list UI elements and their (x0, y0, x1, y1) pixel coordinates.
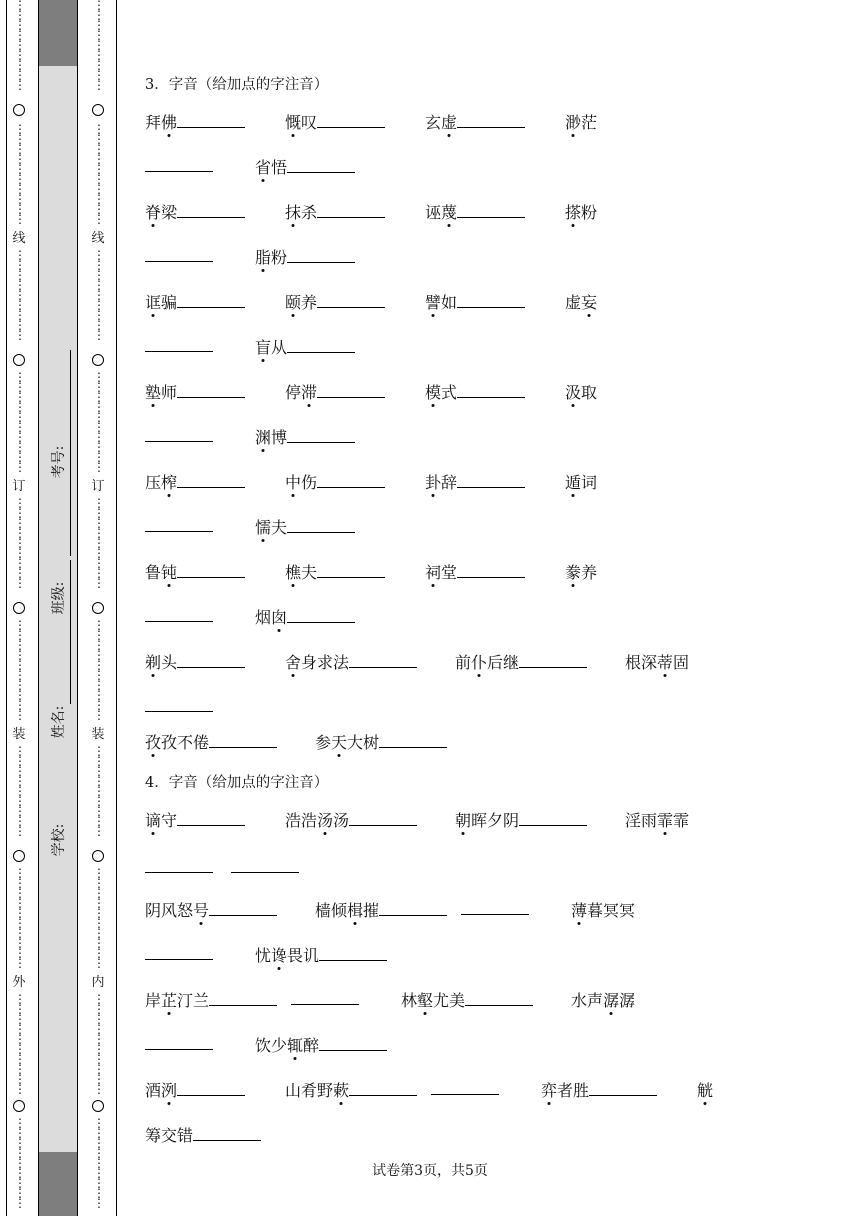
pinyin-item (145, 650, 245, 673)
answer-blank[interactable] (457, 111, 525, 128)
answer-blank[interactable] (317, 201, 385, 218)
pinyin-item (425, 380, 525, 403)
student-field-line[interactable] (70, 350, 72, 440)
answer-blank[interactable] (177, 651, 245, 668)
answer-blank[interactable] (287, 516, 355, 533)
answer-blank[interactable] (145, 605, 213, 622)
answer-blank[interactable] (231, 856, 299, 877)
item-word: 舍身求法 (285, 653, 350, 672)
band-top-cap (38, 0, 78, 66)
pinyin-item (697, 1078, 713, 1101)
answer-blank[interactable] (145, 856, 213, 877)
answer-blank[interactable] (457, 381, 525, 398)
answer-blank[interactable] (589, 1079, 657, 1096)
item-word: 孜孜不倦 (145, 733, 210, 752)
item-word: 慨叹 (285, 113, 318, 132)
item-word: 樯倾楫摧 (315, 901, 380, 920)
answer-blank[interactable] (317, 471, 385, 488)
answer-blank[interactable] (145, 695, 213, 716)
binding-dotted-line: ⋮ ⋮ ⋮ ⋮ ⋮ ⋮ ⋮ ⋮ ⋮ (14, 744, 26, 838)
item-word: 颐养 (285, 293, 318, 312)
item-word: 渺茫 (565, 113, 598, 132)
item-word: 诓骗 (145, 293, 178, 312)
answer-blank[interactable] (317, 381, 385, 398)
answer-blank[interactable] (317, 561, 385, 578)
answer-blank[interactable] (287, 606, 355, 623)
item-word: 汲取 (565, 383, 598, 402)
answer-blank[interactable] (519, 809, 587, 826)
answer-blank[interactable] (319, 1034, 387, 1051)
item-word: 懦夫 (255, 518, 288, 537)
binding-dotted-line: ⋮ ⋮ ⋮ ⋮ ⋮ ⋮ ⋮ ⋮ ⋮ ⋮ (14, 992, 26, 1096)
item-word: 脊梁 (145, 203, 178, 222)
pinyin-item (145, 380, 245, 403)
binding-dotted-line: ⋮ ⋮ ⋮ ⋮ ⋮ ⋮ ⋮ ⋮ ⋮ ⋮ (14, 866, 26, 970)
answer-blank[interactable] (177, 471, 245, 488)
binding-circle (13, 1100, 25, 1112)
pinyin-item (145, 110, 245, 133)
student-field-line[interactable] (70, 440, 72, 556)
answer-blank[interactable] (177, 111, 245, 128)
item-word: 山肴野蔌 (285, 1081, 350, 1100)
item-word: 抹杀 (285, 203, 318, 222)
answer-blank[interactable] (145, 335, 213, 356)
binding-dotted-line: ⋮ ⋮ ⋮ ⋮ ⋮ ⋮ ⋮ ⋮ ⋮ (14, 1116, 26, 1210)
pinyin-item (565, 560, 597, 583)
answer-blank[interactable] (379, 731, 447, 748)
pinyin-item (255, 515, 355, 538)
binding-dotted-line: ⋮ ⋮ ⋮ ⋮ ⋮ ⋮ ⋮ ⋮ ⋮ (14, 248, 26, 342)
pinyin-item (285, 470, 385, 493)
item-word: 岸芷汀兰 (145, 991, 210, 1010)
binding-circle (92, 602, 104, 614)
pinyin-item (145, 200, 245, 223)
pinyin-item (285, 290, 385, 313)
item-word: 林壑尤美 (401, 991, 466, 1010)
answer-blank[interactable] (349, 1079, 417, 1096)
answer-blank[interactable] (145, 515, 213, 536)
item-word: 模式 (425, 383, 458, 402)
answer-blank[interactable] (231, 856, 299, 873)
binding-dotted-line: ⋮ ⋮ ⋮ ⋮ ⋮ ⋮ ⋮ ⋮ ⋮ (14, 496, 26, 590)
answer-blank[interactable] (145, 245, 213, 266)
item-word: 遁词 (565, 473, 598, 492)
binding-dotted-line: ⋮ ⋮ ⋮ ⋮ ⋮ ⋮ ⋮ ⋮ ⋮ ⋮ (93, 992, 105, 1096)
binding-mark: 订 (91, 479, 105, 494)
binding-dotted-line: ⋮ ⋮ ⋮ ⋮ ⋮ ⋮ ⋮ ⋮ ⋮ ⋮ (14, 370, 26, 474)
answer-blank[interactable] (461, 898, 529, 915)
pinyin-item (425, 200, 525, 223)
item-word: 压榨 (145, 473, 178, 492)
item-word: 前仆后继 (455, 653, 520, 672)
binding-margin (0, 0, 118, 1216)
item-word: 中伤 (285, 473, 318, 492)
binding-circle (13, 104, 25, 116)
answer-blank[interactable] (287, 246, 355, 263)
answer-blank[interactable] (349, 809, 417, 826)
answer-blank[interactable] (457, 471, 525, 488)
item-word: 饮少辄醉 (255, 1036, 320, 1055)
pinyin-item (285, 560, 385, 583)
pinyin-item (315, 898, 447, 921)
binding-mark: 线 (12, 231, 26, 246)
inner-border-line (116, 0, 117, 1216)
answer-blank[interactable] (457, 561, 525, 578)
answer-blank[interactable] (317, 291, 385, 308)
item-word: 玄虚 (425, 113, 458, 132)
binding-mark: 订 (12, 479, 26, 494)
pinyin-item (565, 200, 597, 223)
pinyin-item (625, 808, 689, 831)
binding-dotted-line: ⋮ ⋮ ⋮ ⋮ ⋮ ⋮ ⋮ ⋮ ⋮ (93, 248, 105, 342)
binding-mark: 线 (91, 231, 105, 246)
pinyin-item (565, 380, 597, 403)
answer-blank[interactable] (291, 988, 359, 1005)
binding-dotted-line: ⋮ ⋮ ⋮ ⋮ ⋮ ⋮ ⋮ ⋮ ⋮ (14, 0, 26, 92)
pinyin-item (401, 988, 533, 1011)
item-word: 搽粉 (565, 203, 598, 222)
pinyin-item (541, 1078, 657, 1101)
answer-blank[interactable] (177, 809, 245, 826)
item-word: 诬蔑 (425, 203, 458, 222)
answer-blank[interactable] (145, 943, 213, 964)
item-word: 塾师 (145, 383, 178, 402)
item-word: 筹交错 (145, 1126, 194, 1145)
pinyin-item (315, 730, 447, 753)
item-word: 盲从 (255, 338, 288, 357)
pinyin-item (145, 1078, 245, 1101)
item-word: 鲁钝 (145, 563, 178, 582)
item-word: 参天大树 (315, 733, 380, 752)
pinyin-item (285, 200, 385, 223)
answer-blank[interactable] (209, 899, 277, 916)
answer-blank[interactable] (145, 425, 213, 442)
binding-mark: 装 (91, 727, 105, 742)
answer-blank[interactable] (177, 291, 245, 308)
item-word: 根深蒂固 (625, 653, 690, 672)
binding-dotted-line: ⋮ ⋮ ⋮ ⋮ ⋮ ⋮ ⋮ ⋮ ⋮ (93, 496, 105, 590)
answer-blank[interactable] (145, 155, 213, 176)
answer-blank[interactable] (145, 1033, 213, 1050)
pinyin-item (145, 730, 277, 753)
student-field-label: 学校: (51, 823, 67, 857)
binding-dotted-line: ⋮ ⋮ ⋮ ⋮ ⋮ ⋮ ⋮ ⋮ ⋮ ⋮ (93, 370, 105, 474)
item-word: 烟囱 (255, 608, 288, 627)
binding-dotted-line: ⋮ ⋮ ⋮ ⋮ ⋮ ⋮ ⋮ ⋮ ⋮ (93, 744, 105, 838)
answer-blank[interactable] (145, 245, 213, 262)
answer-blank[interactable] (349, 651, 417, 668)
pinyin-item (255, 943, 387, 966)
item-word: 卦辞 (425, 473, 458, 492)
binding-mark: 装 (12, 727, 26, 742)
answer-blank[interactable] (177, 561, 245, 578)
pinyin-item (565, 470, 597, 493)
binding-dotted-line: ⋮ ⋮ ⋮ ⋮ ⋮ ⋮ ⋮ ⋮ ⋮ ⋮ (93, 866, 105, 970)
answer-blank[interactable] (209, 731, 277, 748)
item-word: 譬如 (425, 293, 458, 312)
pinyin-item (285, 1078, 417, 1101)
answer-blank[interactable] (291, 988, 359, 1009)
pinyin-item (425, 290, 525, 313)
item-word: 酒洌 (145, 1081, 178, 1100)
answer-blank[interactable] (145, 425, 213, 446)
answer-blank[interactable] (145, 335, 213, 352)
pinyin-item (285, 650, 417, 673)
pinyin-item (285, 808, 417, 831)
answer-blank[interactable] (145, 943, 213, 960)
answer-blank[interactable] (431, 1078, 499, 1095)
item-word: 谪守 (145, 811, 178, 830)
pinyin-item (145, 1123, 261, 1146)
pinyin-item (255, 1033, 387, 1056)
answer-blank[interactable] (287, 426, 355, 443)
pinyin-item (145, 470, 245, 493)
answer-blank[interactable] (287, 156, 355, 173)
pinyin-item (145, 988, 277, 1011)
item-word: 拜佛 (145, 113, 178, 132)
item-word: 弈者胜 (541, 1081, 590, 1100)
binding-dotted-line: ⋮ ⋮ ⋮ ⋮ ⋮ ⋮ ⋮ ⋮ ⋮ (93, 1116, 105, 1210)
pinyin-item (571, 988, 635, 1011)
binding-circle (13, 354, 25, 366)
item-word: 忧谗畏讥 (255, 946, 320, 965)
item-word: 脂粉 (255, 248, 288, 267)
pinyin-item (565, 290, 597, 313)
answer-blank[interactable] (287, 336, 355, 353)
binding-dotted-line: ⋮ ⋮ ⋮ ⋮ ⋮ ⋮ ⋮ ⋮ ⋮ ⋮ (93, 122, 105, 226)
page-footer: 试卷第3页，共5页 (372, 1163, 488, 1179)
answer-blank[interactable] (457, 291, 525, 308)
item-word: 淫雨霏霏 (625, 811, 690, 830)
student-field-line[interactable] (70, 680, 72, 704)
binding-mark: 内 (91, 975, 105, 990)
answer-blank[interactable] (519, 651, 587, 668)
answer-blank[interactable] (145, 856, 213, 873)
pinyin-item (425, 560, 525, 583)
outer-border-line (6, 0, 7, 1216)
binding-mark: 外 (12, 975, 26, 990)
item-word: 剃头 (145, 653, 178, 672)
pinyin-item (285, 110, 385, 133)
binding-circle (13, 602, 25, 614)
binding-dotted-line: ⋮ ⋮ ⋮ ⋮ ⋮ ⋮ ⋮ ⋮ ⋮ ⋮ (14, 618, 26, 722)
pinyin-item (255, 425, 355, 448)
answer-blank[interactable] (379, 899, 447, 916)
pinyin-item (145, 560, 245, 583)
answer-blank[interactable] (209, 989, 277, 1006)
answer-blank[interactable] (317, 111, 385, 128)
answer-blank[interactable] (457, 201, 525, 218)
answer-blank[interactable] (177, 381, 245, 398)
answer-blank[interactable] (145, 515, 213, 532)
item-word: 渊博 (255, 428, 288, 447)
item-word: 祠堂 (425, 563, 458, 582)
question-4-title: 4．字音（给加点的字注音） (145, 775, 329, 791)
binding-circle (92, 354, 104, 366)
binding-dotted-line: ⋮ ⋮ ⋮ ⋮ ⋮ ⋮ ⋮ ⋮ ⋮ ⋮ (93, 618, 105, 722)
pinyin-item (255, 605, 355, 628)
answer-blank[interactable] (319, 944, 387, 961)
pinyin-item (255, 245, 355, 268)
pinyin-item (625, 650, 689, 673)
answer-blank[interactable] (145, 605, 213, 626)
item-word: 虚妄 (565, 293, 598, 312)
item-word: 樵夫 (285, 563, 318, 582)
student-field-label: 姓名: (51, 705, 67, 739)
answer-blank[interactable] (177, 201, 245, 218)
answer-blank[interactable] (177, 1079, 245, 1096)
item-word: 浩浩汤汤 (285, 811, 350, 830)
item-word: 薄暮冥冥 (571, 901, 636, 920)
pinyin-item (455, 808, 587, 831)
binding-circle (92, 1100, 104, 1112)
pinyin-item (425, 110, 525, 133)
student-field-label: 考号: (51, 445, 67, 479)
pinyin-item (145, 898, 277, 921)
answer-blank[interactable] (461, 898, 529, 919)
answer-blank[interactable] (431, 1078, 499, 1099)
binding-circle (13, 850, 25, 862)
pinyin-item (145, 808, 245, 831)
student-field-label: 班级: (51, 581, 67, 615)
pinyin-item (285, 380, 385, 403)
pinyin-item (255, 155, 355, 178)
answer-blank[interactable] (465, 989, 533, 1006)
pinyin-item (565, 110, 597, 133)
answer-blank[interactable] (145, 1033, 213, 1054)
item-word: 觥 (697, 1081, 714, 1100)
answer-blank[interactable] (193, 1124, 261, 1141)
item-word: 豢养 (565, 563, 598, 582)
pinyin-item (425, 470, 525, 493)
pinyin-item (571, 898, 635, 921)
answer-blank[interactable] (145, 695, 213, 712)
binding-dotted-line: ⋮ ⋮ ⋮ ⋮ ⋮ ⋮ ⋮ ⋮ ⋮ ⋮ (14, 122, 26, 226)
pinyin-item (255, 335, 355, 358)
binding-circle (92, 104, 104, 116)
question-3-title: 3．字音（给加点的字注音） (145, 77, 329, 93)
student-field-line[interactable] (70, 560, 72, 680)
item-word: 省悟 (255, 158, 288, 177)
pinyin-item (455, 650, 587, 673)
binding-circle (92, 850, 104, 862)
binding-dotted-line: ⋮ ⋮ ⋮ ⋮ ⋮ ⋮ ⋮ ⋮ ⋮ (93, 0, 105, 92)
item-word: 阴风怒号 (145, 901, 210, 920)
item-word: 停滞 (285, 383, 318, 402)
answer-blank[interactable] (145, 155, 213, 172)
item-word: 水声潺潺 (571, 991, 636, 1010)
item-word: 朝晖夕阴 (455, 811, 520, 830)
pinyin-item (145, 290, 245, 313)
